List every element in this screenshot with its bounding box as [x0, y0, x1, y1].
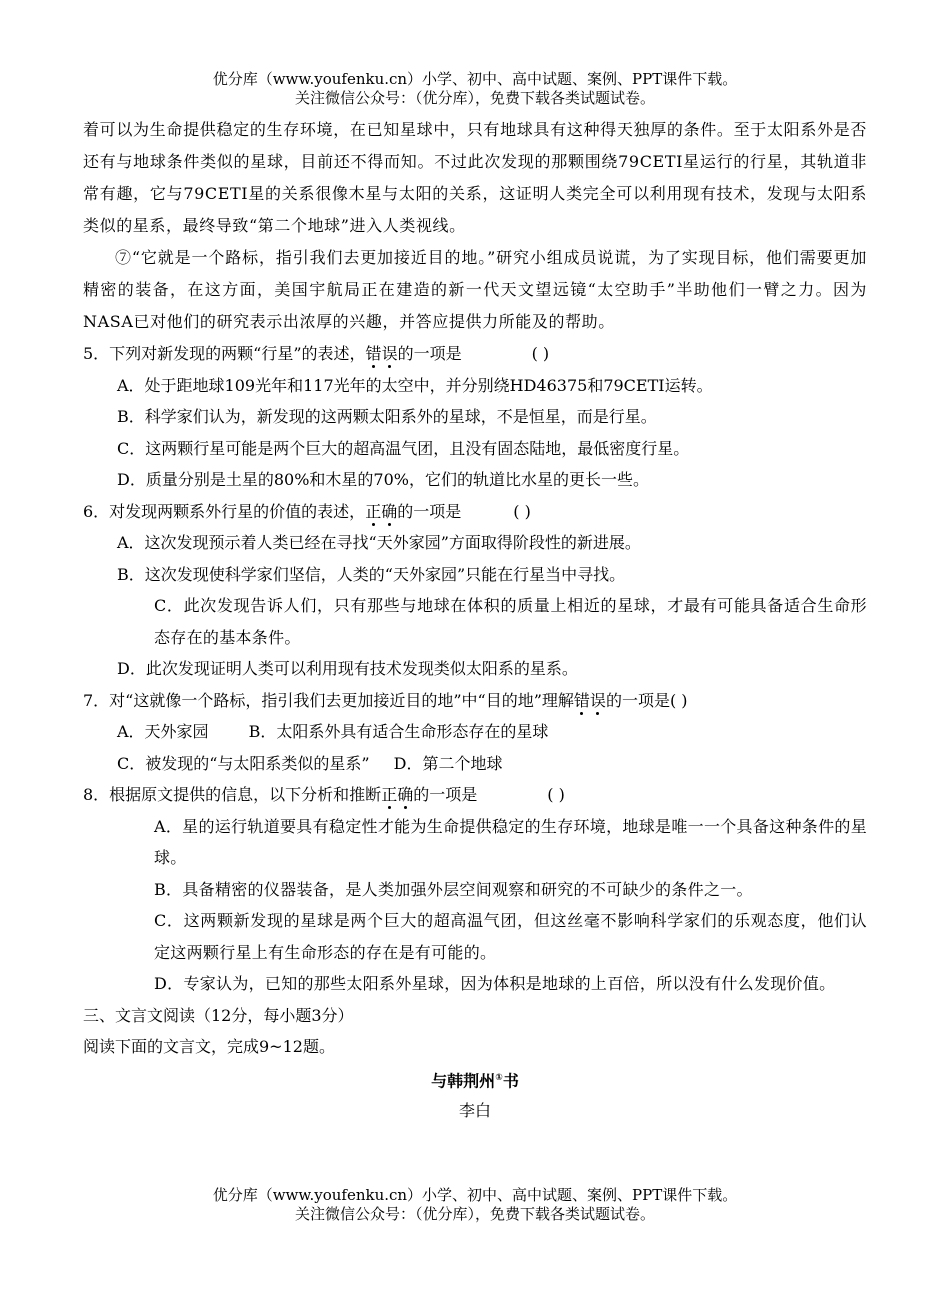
question-6	[83, 496, 867, 528]
question-5-option-a: A．处于距地球109光年和117光年的太空中，并分别绕HD46375和79CETI运转。	[117, 375, 713, 395]
emphasis-char: 正	[381, 785, 398, 804]
essay-author: 李白	[458, 1100, 491, 1120]
question-7-option-d: D．第二个地球	[393, 753, 503, 773]
question-6-stem: 6．对发现两颗系外行星的价值的表述，	[83, 501, 366, 521]
emphasis-char: 错	[573, 690, 590, 710]
emphasis-char: 确	[381, 501, 398, 521]
answer-paren: ( )	[547, 785, 565, 804]
question-8-option-b: B．具备精密的仪器装备，是人类加强外层空间观察和研究的不可缺少的条件之一。	[154, 879, 753, 899]
question-7-option-b: B．太阳系外具有适合生命形态存在的星球	[248, 722, 549, 741]
answer-paren: ( )	[513, 501, 531, 521]
answer-paren: ( )	[531, 344, 550, 363]
question-5-option-d: D．质量分别是土星的80%和木星的70%，它们的轨道比水星的更长一些。	[117, 470, 649, 489]
question-6-option-b: B．这次发现使科学家们坚信，人类的“天外家园”只能在行星当中寻找。	[117, 564, 626, 584]
page-header	[0, 70, 950, 108]
question-7-option-a: A．天外家园	[117, 722, 209, 741]
question-7-options-ab	[83, 716, 867, 748]
section-3-heading: 三、文言文阅读（12分，每小题3分）	[83, 1005, 354, 1025]
question-8-stem: 8．根据原文提供的信息，以下分析和推断	[83, 785, 382, 804]
question-8-option-c: C．这两颗新发现的星球是两个巨大的超高温气团，但这丝毫不影响科学家们的乐观态度，他们认定这两颗行星上有生命形态的存在是有可能的。	[154, 911, 867, 962]
question-5-option-b: B．科学家们认为，新发现的这两颗太阳系外的星球，不是恒星，而是行星。	[117, 407, 657, 426]
question-6-stem-end: 的一项是	[397, 501, 462, 521]
question-8-stem-end: 的一项是	[413, 785, 478, 804]
footer-line-1: 优分库（www.youfenku.cn）小学、初中、高中试题、案例、PPT课件下载。	[212, 1186, 738, 1204]
question-7-stem-end: 的一项是	[605, 690, 670, 710]
emphasis-char: 错	[365, 344, 382, 363]
question-7-options-cd	[83, 748, 867, 780]
page-content	[83, 114, 867, 1126]
passage-paragraph-continued: 着可以为生命提供稳定的生存环境，在已知星球中，只有地球具有这种得天独厚的条件。至于太阳系外是否还有与地球条件类似的星球，目前还不得而知。不过此次发现的那颗围绕79CETI星运行的行星，其轨道非常有趣，它与79CETI星的关系很像木星与太阳的关系，这证明人类完全可以利用现有技术，发现与太阳系类似的星系，最终导致“第二个地球”进入人类视线。	[83, 120, 867, 235]
question-7	[83, 685, 867, 717]
question-6-option-a: A．这次发现预示着人类已经在寻找“天外家园”方面取得阶段性的新进展。	[117, 533, 641, 552]
footer-line-2: 关注微信公众号：（优分库），免费下载各类试题试卷。	[294, 1205, 655, 1223]
passage-paragraph-7: ⑦“它就是一个路标，指引我们去更加接近目的地。”研究小组成员说谎，为了实现目标，他们需要更加精密的装备，在这方面，美国宇航局正在建造的新一代天文望远镜“太空助手”半助他们一臂之力。因为NASA已对他们的研究表示出浓厚的兴趣，并答应提供力所能及的帮助。	[83, 248, 867, 331]
emphasis-char: 确	[397, 785, 414, 804]
essay-title-end: 书	[502, 1070, 519, 1090]
question-6-option-c: C．此次发现告诉人们，只有那些与地球在体积的质量上相近的星球，才最有可能具备适合生命形态存在的基本条件。	[154, 596, 867, 647]
question-5-option-c: C．这两颗行星可能是两个巨大的超高温气团，且没有固态陆地，最低密度行星。	[117, 438, 690, 458]
answer-paren: ( )	[669, 690, 688, 710]
question-7-option-c: C．被发现的“与太阳系类似的星系”	[117, 753, 370, 773]
header-line-1: 优分库（www.youfenku.cn）小学、初中、高中试题、案例、PPT课件下载。	[212, 70, 738, 88]
question-5	[83, 338, 867, 370]
question-5-stem-end: 的一项是	[397, 344, 462, 363]
emphasis-char: 误	[381, 344, 398, 363]
header-line-2: 关注微信公众号：（优分库），免费下载各类试题试卷。	[294, 89, 655, 107]
question-5-stem: 5．下列对新发现的两颗“行星”的表述，	[83, 344, 366, 363]
emphasis-char: 正	[365, 501, 382, 521]
section-3-instruction: 阅读下面的文言文，完成9~12题。	[83, 1037, 335, 1056]
question-8	[83, 779, 867, 811]
essay-title-text: 与韩荆州	[431, 1070, 496, 1090]
question-6-option-d: D．此次发现证明人类可以利用现有技术发现类似太阳系的星系。	[117, 659, 578, 678]
page-footer	[0, 1186, 950, 1224]
question-8-option-a: A．星的运行轨道要具有稳定性才能为生命提供稳定的生存环境，地球是唯一一个具备这种条件的星球。	[154, 816, 867, 867]
footnote-marker: ①	[495, 1072, 503, 1083]
question-7-stem: 7．对“这就像一个路标，指引我们去更加接近目的地”中“目的地”理解	[83, 690, 574, 710]
emphasis-char: 误	[589, 690, 606, 710]
question-8-option-d: D．专家认为，已知的那些太阳系外星球，因为体积是地球的上百倍，所以没有什么发现价值。	[154, 974, 836, 993]
essay-title	[83, 1063, 867, 1096]
